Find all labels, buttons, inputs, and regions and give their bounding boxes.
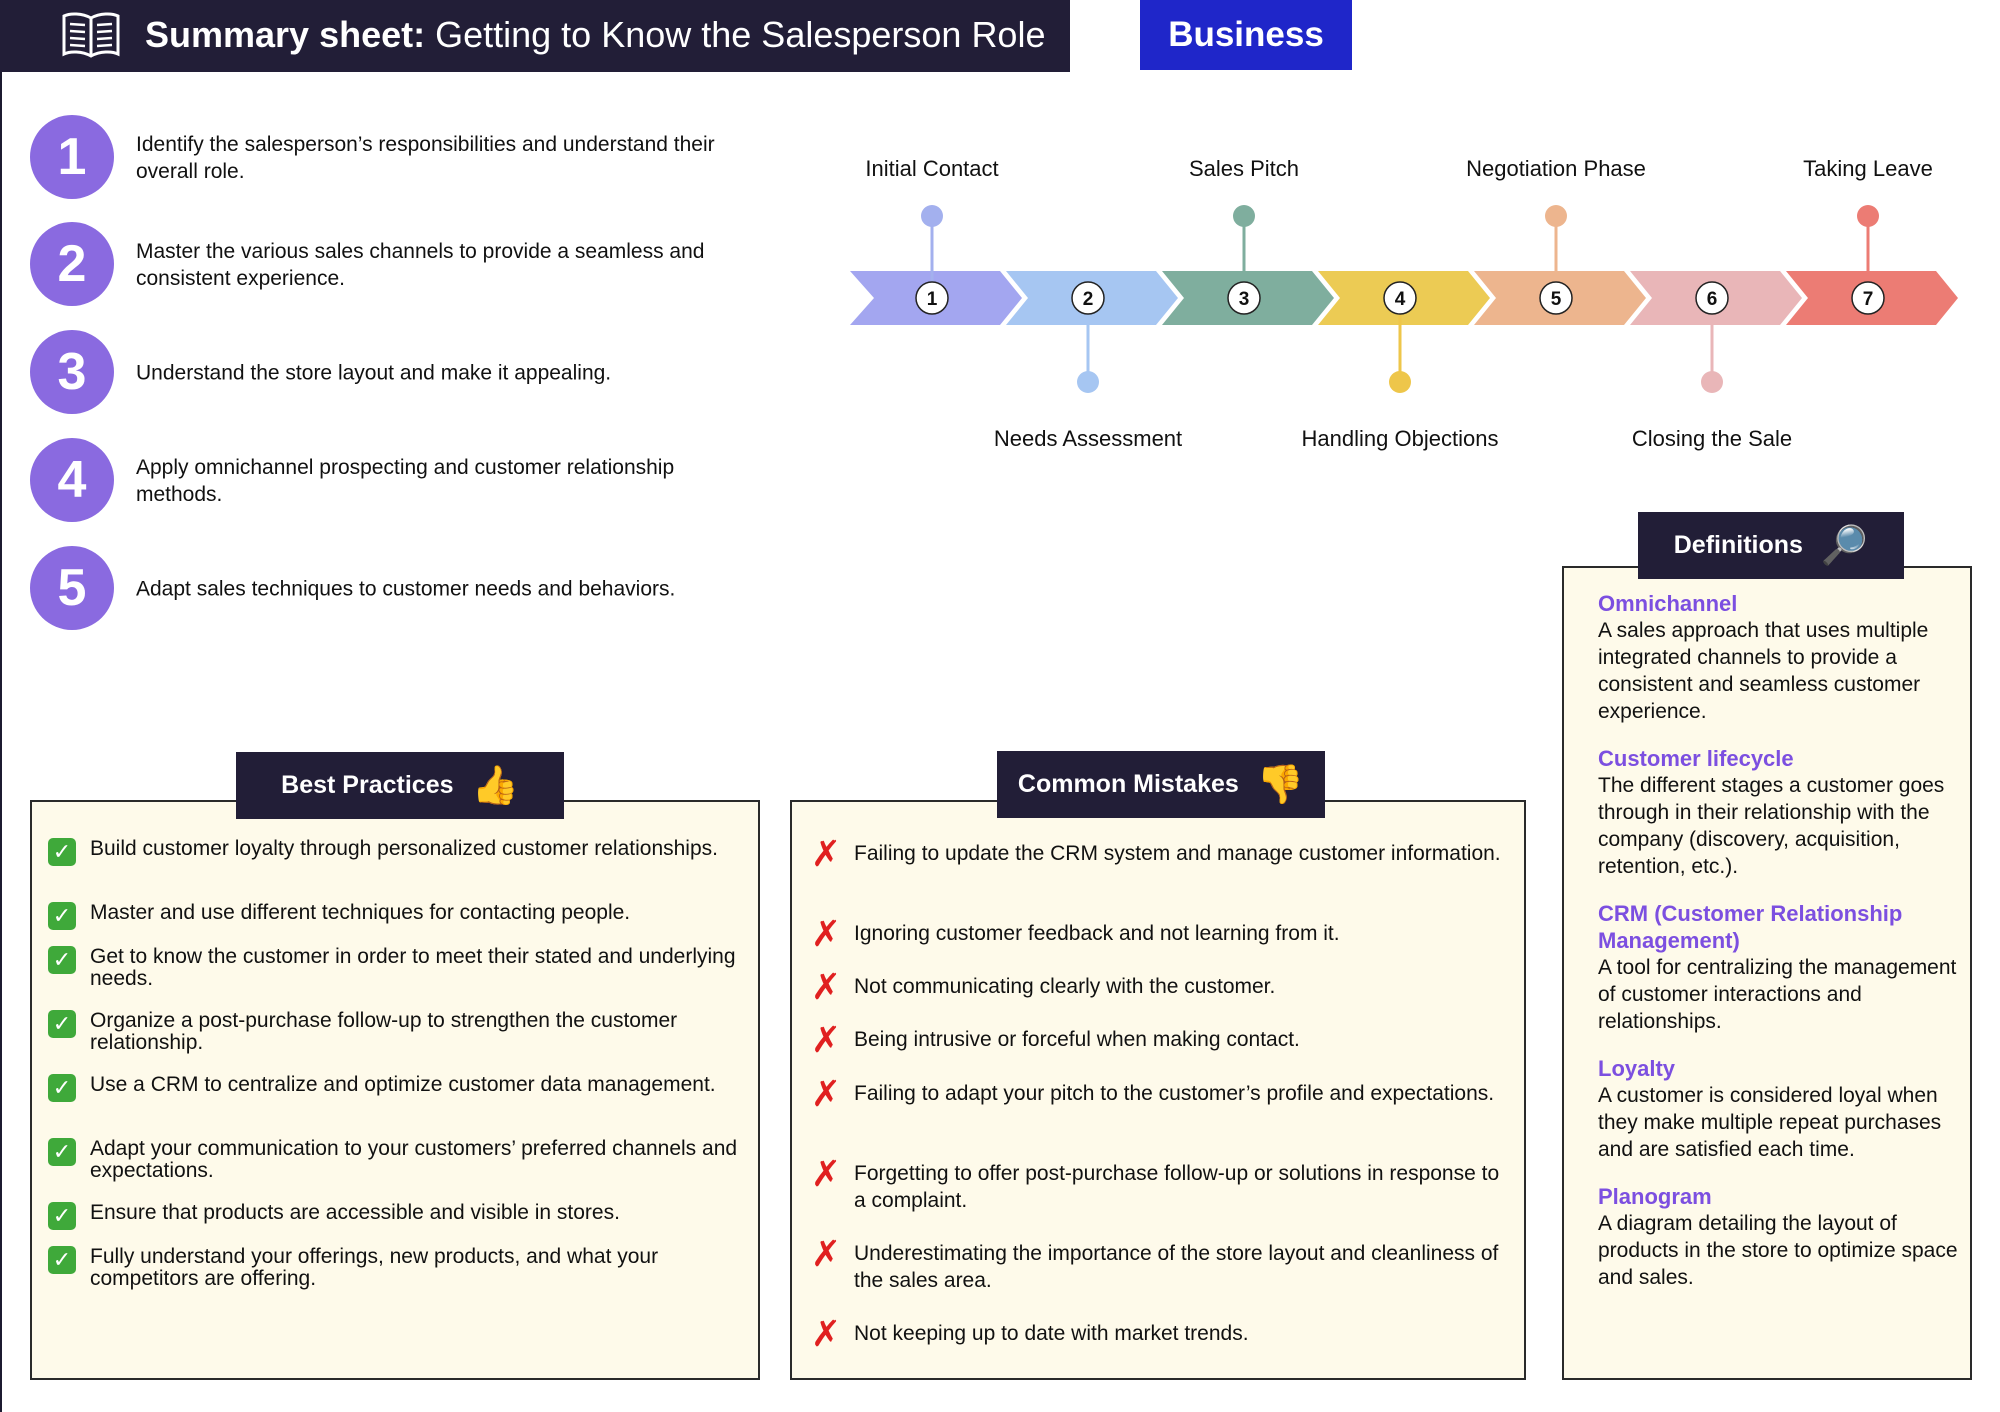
definition-body: A customer is considered loyal when they make multiple repeat purchases and are satisfied each time. [1598, 1084, 1942, 1161]
best-practice-text: Build customer loyalty through personalized customer relationships. [90, 837, 718, 860]
definitions-header [1638, 512, 1904, 579]
common-mistake-text: Underestimating the importance of the store layout and cleanliness of the sales area. [854, 1242, 1499, 1292]
best-practice-text: Fully understand your offerings, new products, and what your competitors are offering. [90, 1245, 659, 1290]
definition-item [1598, 1055, 1968, 1163]
checkmark-icon: ✓ [48, 1010, 76, 1038]
definition-item [1598, 900, 1968, 1035]
common-mistake-text: Being intrusive or forceful when making contact. [854, 1028, 1300, 1051]
definition-term: Planogram [1598, 1184, 1712, 1209]
common-mistake-text: Failing to update the CRM system and manage customer information. [854, 842, 1501, 865]
objective-text: Identify the salesperson’s responsibilities and understand their overall role. [136, 133, 715, 183]
cross-mark-icon: ✗ [810, 1313, 842, 1354]
checkmark-icon: ✓ [48, 1246, 76, 1274]
timeline-pin-dot [1389, 371, 1411, 393]
objective-text: Master the various sales channels to provide a seamless and consistent experience. [136, 240, 705, 290]
page-frame-line [0, 72, 2, 1412]
checkmark-icon: ✓ [48, 838, 76, 866]
page-title-bold: Summary sheet: [145, 14, 426, 55]
sales-process-timeline [820, 156, 1970, 490]
timeline-step-label: Handling Objections [1301, 426, 1499, 451]
definitions-list [1598, 590, 1968, 1311]
common-mistake-text: Failing to adapt your pitch to the customer’s profile and expectations. [854, 1082, 1495, 1105]
timeline-step-number: 1 [926, 289, 938, 310]
objective-item [30, 115, 750, 201]
definition-body: A sales approach that uses multiple integrated channels to provide a consistent and seamless customer experience. [1598, 619, 1929, 723]
objective-item [30, 438, 750, 524]
objective-number: 2 [30, 222, 114, 306]
page-title [145, 14, 1045, 56]
definition-body: A tool for centralizing the management of customer interactions and relationships. [1598, 956, 1957, 1033]
timeline-step-number: 4 [1394, 289, 1406, 310]
timeline-step-label: Initial Contact [865, 156, 999, 181]
thumbs-down-icon: 👎 [1256, 763, 1305, 806]
checkmark-icon: ✓ [48, 902, 76, 930]
objective-item [30, 546, 750, 632]
objective-number: 3 [30, 330, 114, 414]
definition-body: The different stages a customer goes through in their relationship with the company (discovery, acquisition, retention, etc.). [1598, 774, 1945, 878]
timeline-step-label: Sales Pitch [1188, 156, 1300, 181]
common-mistake-text: Ignoring customer feedback and not learning from it. [854, 922, 1340, 945]
timeline-step-number: 3 [1238, 289, 1250, 310]
common-mistake-text: Not keeping up to date with market trends. [854, 1322, 1249, 1345]
timeline-pin-dot [1233, 205, 1255, 227]
objective-item [30, 222, 750, 308]
definitions-title: Definitions [1673, 531, 1803, 559]
timeline-step-number: 2 [1082, 289, 1094, 310]
definition-term: Loyalty [1598, 1056, 1676, 1081]
objective-number: 1 [30, 115, 114, 199]
best-practices-header [236, 752, 564, 819]
definition-item [1598, 745, 1968, 880]
timeline-pin-dot [1545, 205, 1567, 227]
best-practice-text: Use a CRM to centralize and optimize customer data management. [90, 1073, 716, 1096]
checkmark-icon: ✓ [48, 946, 76, 974]
common-mistakes-header [997, 751, 1325, 818]
best-practice-text: Ensure that products are accessible and visible in stores. [90, 1201, 620, 1224]
timeline-step-label: Negotiation Phase [1466, 156, 1646, 181]
open-book-icon [60, 10, 122, 62]
cross-mark-icon: ✗ [810, 1019, 842, 1060]
objective-number: 5 [30, 546, 114, 630]
objective-text: Adapt sales techniques to customer needs and behaviors. [136, 577, 676, 601]
objective-number: 4 [30, 438, 114, 522]
best-practice-text: Master and use different techniques for contacting people. [90, 901, 631, 924]
checkmark-icon: ✓ [48, 1074, 76, 1102]
best-practice-text: Adapt your communication to your customers’ preferred channels and expectations. [90, 1137, 738, 1182]
cross-mark-icon: ✗ [810, 833, 842, 874]
cross-mark-icon: ✗ [810, 1233, 842, 1274]
definition-term: Omnichannel [1598, 591, 1738, 616]
objective-text: Apply omnichannel prospecting and customer relationship methods. [136, 456, 675, 506]
timeline-step-label: Closing the Sale [1631, 426, 1793, 451]
timeline-pin-dot [1857, 205, 1879, 227]
objective-text: Understand the store layout and make it appealing. [136, 361, 612, 385]
objective-item [30, 330, 750, 416]
checkmark-icon: ✓ [48, 1202, 76, 1230]
timeline-pin-dot [1077, 371, 1099, 393]
common-mistakes-list [810, 833, 1510, 1360]
subject-badge: Business [1140, 0, 1352, 70]
best-practice-text: Organize a post-purchase follow-up to strengthen the customer relationship. [90, 1009, 678, 1054]
cross-mark-icon: ✗ [810, 913, 842, 954]
definition-item [1598, 1183, 1968, 1291]
best-practices-list [48, 838, 748, 1358]
best-practice-text: Get to know the customer in order to meet their stated and underlying needs. [90, 945, 736, 990]
magnifying-glass-icon: 🔎 [1820, 524, 1869, 567]
common-mistake-text: Forgetting to offer post-purchase follow-up or solutions in response to a complaint. [854, 1162, 1500, 1212]
timeline-pin-dot [1701, 371, 1723, 393]
timeline-pin-dot [921, 205, 943, 227]
timeline-step-label: Needs Assessment [993, 426, 1183, 451]
timeline-step-number: 7 [1862, 289, 1874, 310]
timeline-step-label: Taking Leave [1803, 156, 1933, 181]
timeline-step-number: 6 [1706, 289, 1718, 310]
checkmark-icon: ✓ [48, 1138, 76, 1166]
cross-mark-icon: ✗ [810, 1073, 842, 1114]
definition-term: CRM (Customer Relationship Management) [1598, 901, 1903, 953]
header-bar [0, 0, 1070, 72]
definition-term: Customer lifecycle [1598, 746, 1794, 771]
common-mistakes-title: Common Mistakes [1017, 770, 1239, 798]
definition-body: A diagram detailing the layout of products in the store to optimize space and sales. [1598, 1212, 1958, 1289]
cross-mark-icon: ✗ [810, 966, 842, 1007]
timeline-step-number: 5 [1550, 289, 1562, 310]
best-practices-title: Best Practices [281, 771, 454, 799]
page-title-rest: Getting to Know the Salesperson Role [425, 14, 1046, 55]
definition-item [1598, 590, 1968, 725]
common-mistake-text: Not communicating clearly with the customer. [854, 975, 1276, 998]
cross-mark-icon: ✗ [810, 1153, 842, 1194]
thumbs-up-icon: 👍 [471, 764, 519, 807]
